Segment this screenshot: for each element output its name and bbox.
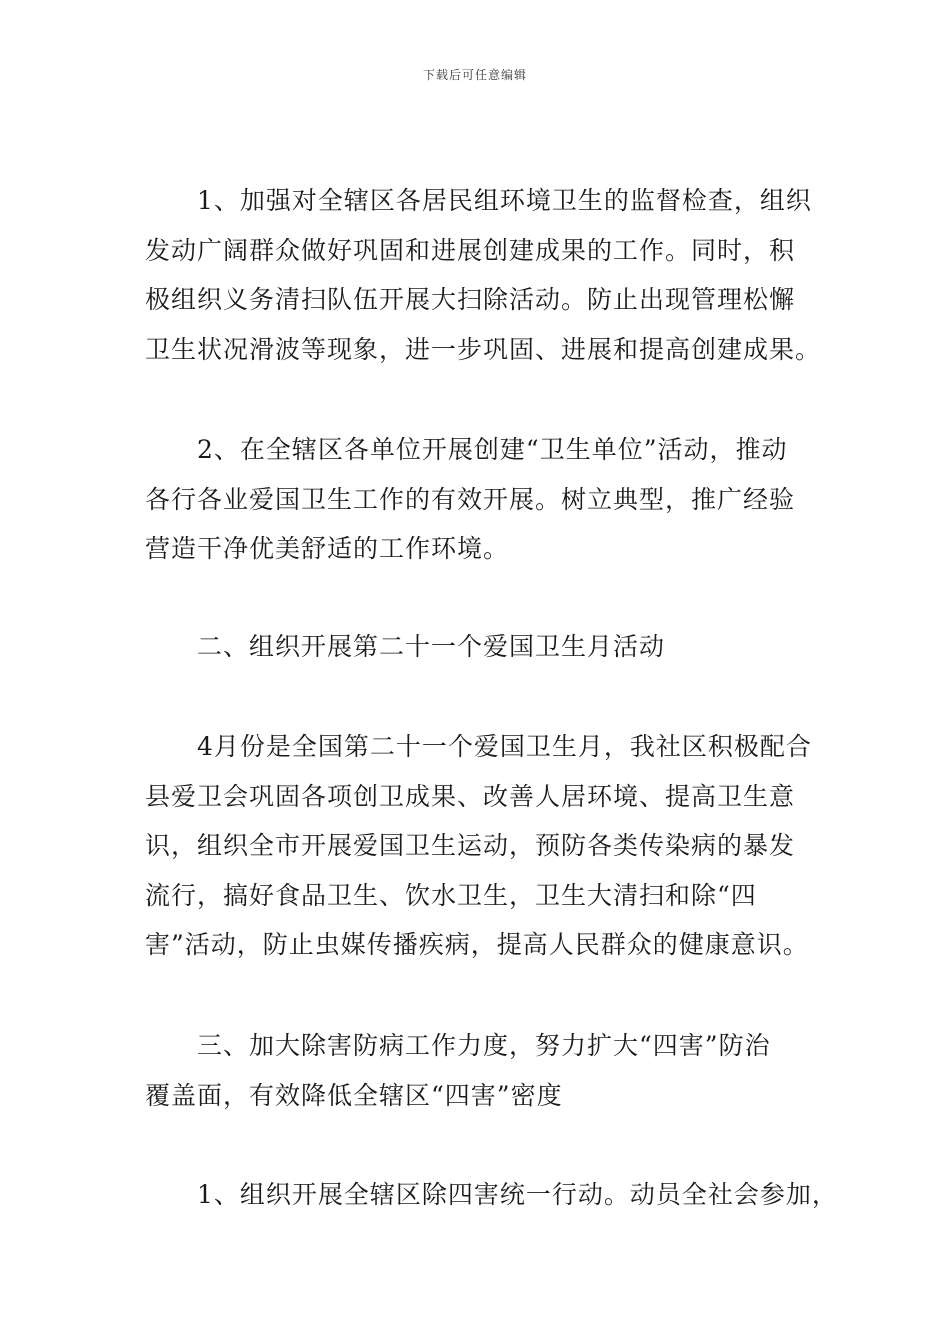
paragraph-line: 县爱卫会巩固各项创卫成果、改善人居环境、提高卫生意: [145, 781, 796, 811]
paragraph-line: 发动广阔群众做好巩固和进展创建成果的工作。同时，积: [145, 235, 796, 265]
paragraph-1: [145, 176, 822, 374]
paragraph-line: 1、加强对全辖区各居民组环境卫生的监督检查，组织: [197, 186, 812, 215]
paragraph-line: 极组织义务清扫队伍开展大扫除活动。防止出现管理松懈: [145, 285, 796, 314]
paragraph-line: 2、在全辖区各单位开展创建“卫生单位”活动，推动: [197, 435, 788, 464]
section-heading-3: [145, 1021, 810, 1120]
document-body: [145, 622, 810, 672]
section-heading-line: 二、组织开展第二十一个爱国卫生月活动: [197, 632, 666, 661]
paragraph-line: 4月份是全国第二十一个爱国卫生月，我社区积极配合: [197, 732, 812, 761]
paragraph-line: 各行各业爱国卫生工作的有效开展。树立典型，推广经验: [145, 484, 796, 514]
paragraph-4: [145, 1170, 838, 1220]
document-body: [145, 722, 810, 970]
section-heading-2: [145, 622, 810, 672]
paragraph-line: 营造干净优美舒适的工作环境。: [145, 534, 510, 563]
paragraph-line: 害”活动，防止虫媒传播疾病，提高人民群众的健康意识。: [145, 930, 809, 959]
paragraph-line: 卫生状况滑波等现象，进一步巩固、进展和提高创建成果。: [145, 334, 822, 364]
page-header-note: 下载后可任意编辑: [422, 68, 527, 82]
section-heading-line: 三、加大除害防病工作力度，努力扩大“四害”防治: [197, 1031, 771, 1060]
paragraph-2: [145, 425, 810, 574]
document-body: [145, 425, 810, 574]
paragraph-line: 流行，搞好食品卫生、饮水卫生，卫生大清扫和除“四: [145, 880, 757, 910]
document-body: [145, 176, 822, 374]
paragraph-3: [145, 722, 810, 970]
section-heading-line: 覆盖面，有效降低全辖区“四害”密度: [145, 1080, 563, 1110]
paragraph-line: 识，组织全市开展爱国卫生运动，预防各类传染病的暴发: [145, 831, 796, 860]
document-body: [145, 1021, 810, 1120]
paragraph-line: 1、组织开展全辖区除四害统一行动。动员全社会参加，: [197, 1180, 838, 1209]
document-body: [145, 1170, 838, 1220]
